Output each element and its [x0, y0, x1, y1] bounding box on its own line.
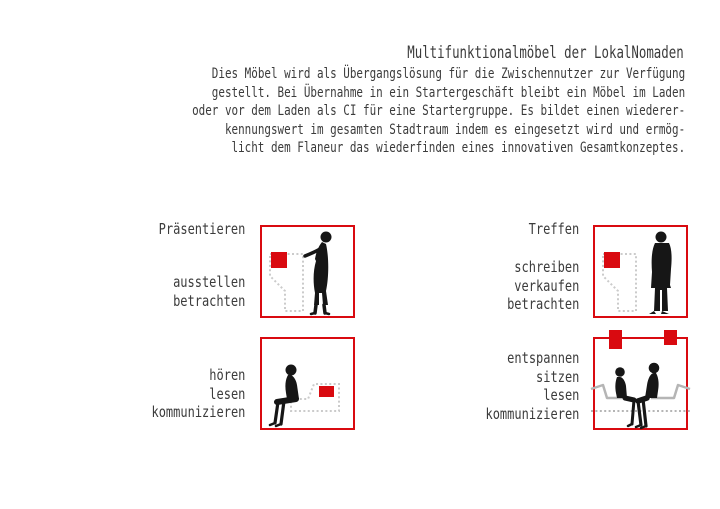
illustration-box-treffen-bottom — [593, 337, 688, 430]
column-title-praesentieren: Präsentieren — [158, 220, 245, 238]
activity-label: entspannen — [506, 349, 579, 367]
page-title: Multifunktionalmöbel der LokalNomaden — [407, 43, 684, 63]
activity-label: kommunizieren — [485, 404, 579, 423]
illustration-box-praesentieren-top — [260, 225, 355, 318]
activity-label: lesen — [542, 386, 579, 404]
standing-woman-silhouette — [305, 232, 332, 315]
activity-label: verkaufen — [513, 276, 579, 295]
activity-label: kommunizieren — [151, 403, 245, 421]
activity-label: schreiben — [513, 258, 579, 276]
standing-figure-at-counter-icon — [595, 227, 686, 316]
activity-label: betrachten — [172, 291, 245, 310]
column-title-treffen: Treffen — [528, 220, 579, 238]
two-sitting-figures-facing-icon — [595, 339, 686, 428]
intro-line: gestellt. Bei Übernahme in ein Startergeschäft bleibt ein Möbel im Laden — [211, 84, 686, 101]
illustration-box-praesentieren-bottom — [260, 337, 355, 430]
activity-label: hören — [208, 366, 245, 384]
activity-label: ausstellen — [172, 273, 245, 291]
illustration-box-treffen-top — [593, 225, 688, 318]
sitting-figure-left-silhouette — [615, 367, 634, 426]
sitting-figure-on-step-bench-icon — [262, 339, 353, 428]
treffen-top-labels — [507, 258, 579, 314]
hanging-banner-left — [609, 330, 622, 349]
praesentieren-bottom-labels — [151, 366, 245, 422]
intro-paragraph — [192, 65, 685, 158]
treffen-bottom-labels — [485, 349, 579, 423]
activity-label: lesen — [208, 384, 245, 403]
activity-label: sitzen — [535, 367, 579, 386]
intro-line: kennungswert im gesamten Stadtraum indem es eingesetzt wird und ermög- — [224, 121, 685, 138]
activity-label: betrachten — [506, 295, 579, 313]
praesentieren-top-labels — [173, 273, 245, 310]
sitting-figure-right-silhouette — [636, 363, 659, 428]
hanging-banner-right — [664, 330, 677, 345]
standing-figure-at-display-lectern-icon — [262, 227, 353, 316]
intro-line: Dies Möbel wird als Übergangslösung für die Zwischennutzer zur Verfügung — [211, 66, 686, 82]
standing-man-silhouette — [649, 232, 672, 315]
sitting-woman-silhouette — [270, 365, 299, 427]
intro-line: oder vor dem Laden als CI für eine Startergruppe. Es bildet einen wiederer- — [191, 103, 685, 120]
intro-line: licht dem Flaneur das wiederfinden eines innovativen Gesamtkonzeptes. — [231, 140, 685, 157]
